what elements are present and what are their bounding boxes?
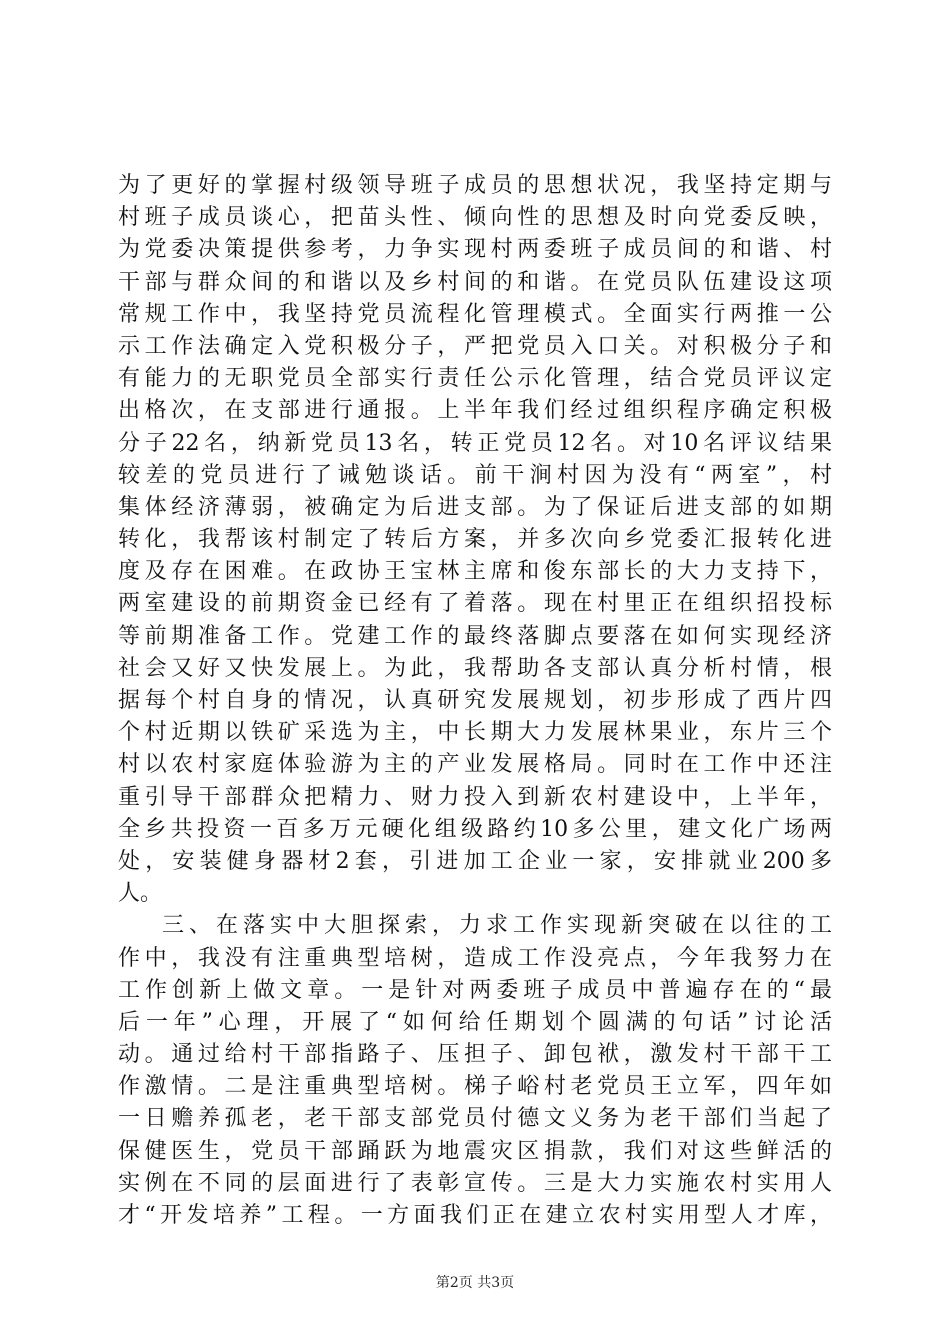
paragraph-line: 处，安装健身器材2套，引进加工企业一家，安排就业200多 bbox=[118, 848, 832, 874]
paragraph-line: 一日赡养孤老，老干部支部党员付德文义务为老干部们当起了 bbox=[118, 1106, 832, 1132]
paragraph-line: 示工作法确定入党积极分子，严把党员入口关。对积极分子和 bbox=[118, 333, 832, 359]
paragraph-line: 度及存在困难。在政协王宝林主席和俊东部长的大力支持下， bbox=[118, 559, 832, 585]
paragraph-line: 集体经济薄弱，被确定为后进支部。为了保证后进支部的如期 bbox=[118, 494, 832, 520]
paragraph-line: 等前期准备工作。党建工作的最终落脚点要落在如何实现经济 bbox=[118, 623, 832, 649]
paragraph-line: 动。通过给村干部指路子、压担子、卸包袱，激发村干部干工 bbox=[118, 1042, 832, 1068]
paragraph-line: 常规工作中，我坚持党员流程化管理模式。全面实行两推一公 bbox=[118, 301, 832, 327]
paragraph-line: 全乡共投资一百多万元硬化组级路约10多公里，建文化广场两 bbox=[118, 816, 832, 842]
paragraph-line: 干部与群众间的和谐以及乡村间的和谐。在党员队伍建设这项 bbox=[118, 269, 832, 295]
paragraph-line: 个村近期以铁矿采选为主，中长期大力发展林果业，东片三个 bbox=[118, 720, 832, 746]
paragraph-line: 保健医生，党员干部踊跃为地震灾区捐款，我们对这些鲜活的 bbox=[118, 1138, 832, 1164]
paragraph-line: 有能力的无职党员全部实行责任公示化管理，结合党员评议定 bbox=[118, 366, 832, 392]
paragraph-line: 作激情。二是注重典型培树。梯子峪村老党员王立军，四年如 bbox=[118, 1074, 832, 1100]
paragraph-line: 两室建设的前期资金已经有了着落。现在村里正在组织招投标 bbox=[118, 591, 832, 617]
paragraph-line: 出格次，在支部进行通报。上半年我们经过组织程序确定积极 bbox=[118, 398, 832, 424]
paragraph-line: 后一年”心理，开展了“如何给任期划个圆满的句话”讨论活 bbox=[118, 1009, 832, 1035]
page-footer: 第2页 共3页 bbox=[435, 1275, 515, 1291]
paragraph-line: 村以农村家庭体验游为主的产业发展格局。同时在工作中还注 bbox=[118, 752, 832, 778]
paragraph-line: 较差的党员进行了诫勉谈话。前干涧村因为没有“两室”，村 bbox=[118, 462, 832, 488]
paragraph-line: 实例在不同的层面进行了表彰宣传。三是大力实施农村实用人 bbox=[118, 1170, 832, 1196]
paragraph-line: 分子22名，纳新党员13名，转正党员12名。对10名评议结果 bbox=[118, 430, 832, 456]
paragraph-line: 才“开发培养”工程。一方面我们正在建立农村实用型人才库， bbox=[118, 1203, 832, 1228]
paragraph-line: 作中，我没有注重典型培树，造成工作没亮点，今年我努力在 bbox=[118, 945, 832, 971]
paragraph-line: 社会又好又快发展上。为此，我帮助各支部认真分析村情，根 bbox=[118, 655, 832, 681]
document-body bbox=[118, 170, 832, 1232]
paragraph-line: 重引导干部群众把精力、财力投入到新农村建设中，上半年， bbox=[118, 784, 832, 810]
paragraph-line: 为了更好的掌握村级领导班子成员的思想状况，我坚持定期与 bbox=[118, 173, 832, 198]
paragraph-line: 据每个村自身的情况，认真研究发展规划，初步形成了西片四 bbox=[118, 688, 832, 713]
paragraph-line: 工作创新上做文章。一是针对两委班子成员中普遍存在的“最 bbox=[118, 977, 832, 1003]
paragraph-line: 转化，我帮该村制定了转后方案，并多次向乡党委汇报转化进 bbox=[118, 527, 832, 553]
paragraph-line: 为党委决策提供参考，力争实现村两委班子成员间的和谐、村 bbox=[118, 237, 832, 263]
paragraph-line: 村班子成员谈心，把苗头性、倾向性的思想及时向党委反映， bbox=[118, 205, 832, 231]
paragraph-line: 人。 bbox=[118, 881, 163, 907]
paragraph-line: 三、在落实中大胆探索，力求工作实现新突破在以往的工 bbox=[162, 913, 832, 939]
